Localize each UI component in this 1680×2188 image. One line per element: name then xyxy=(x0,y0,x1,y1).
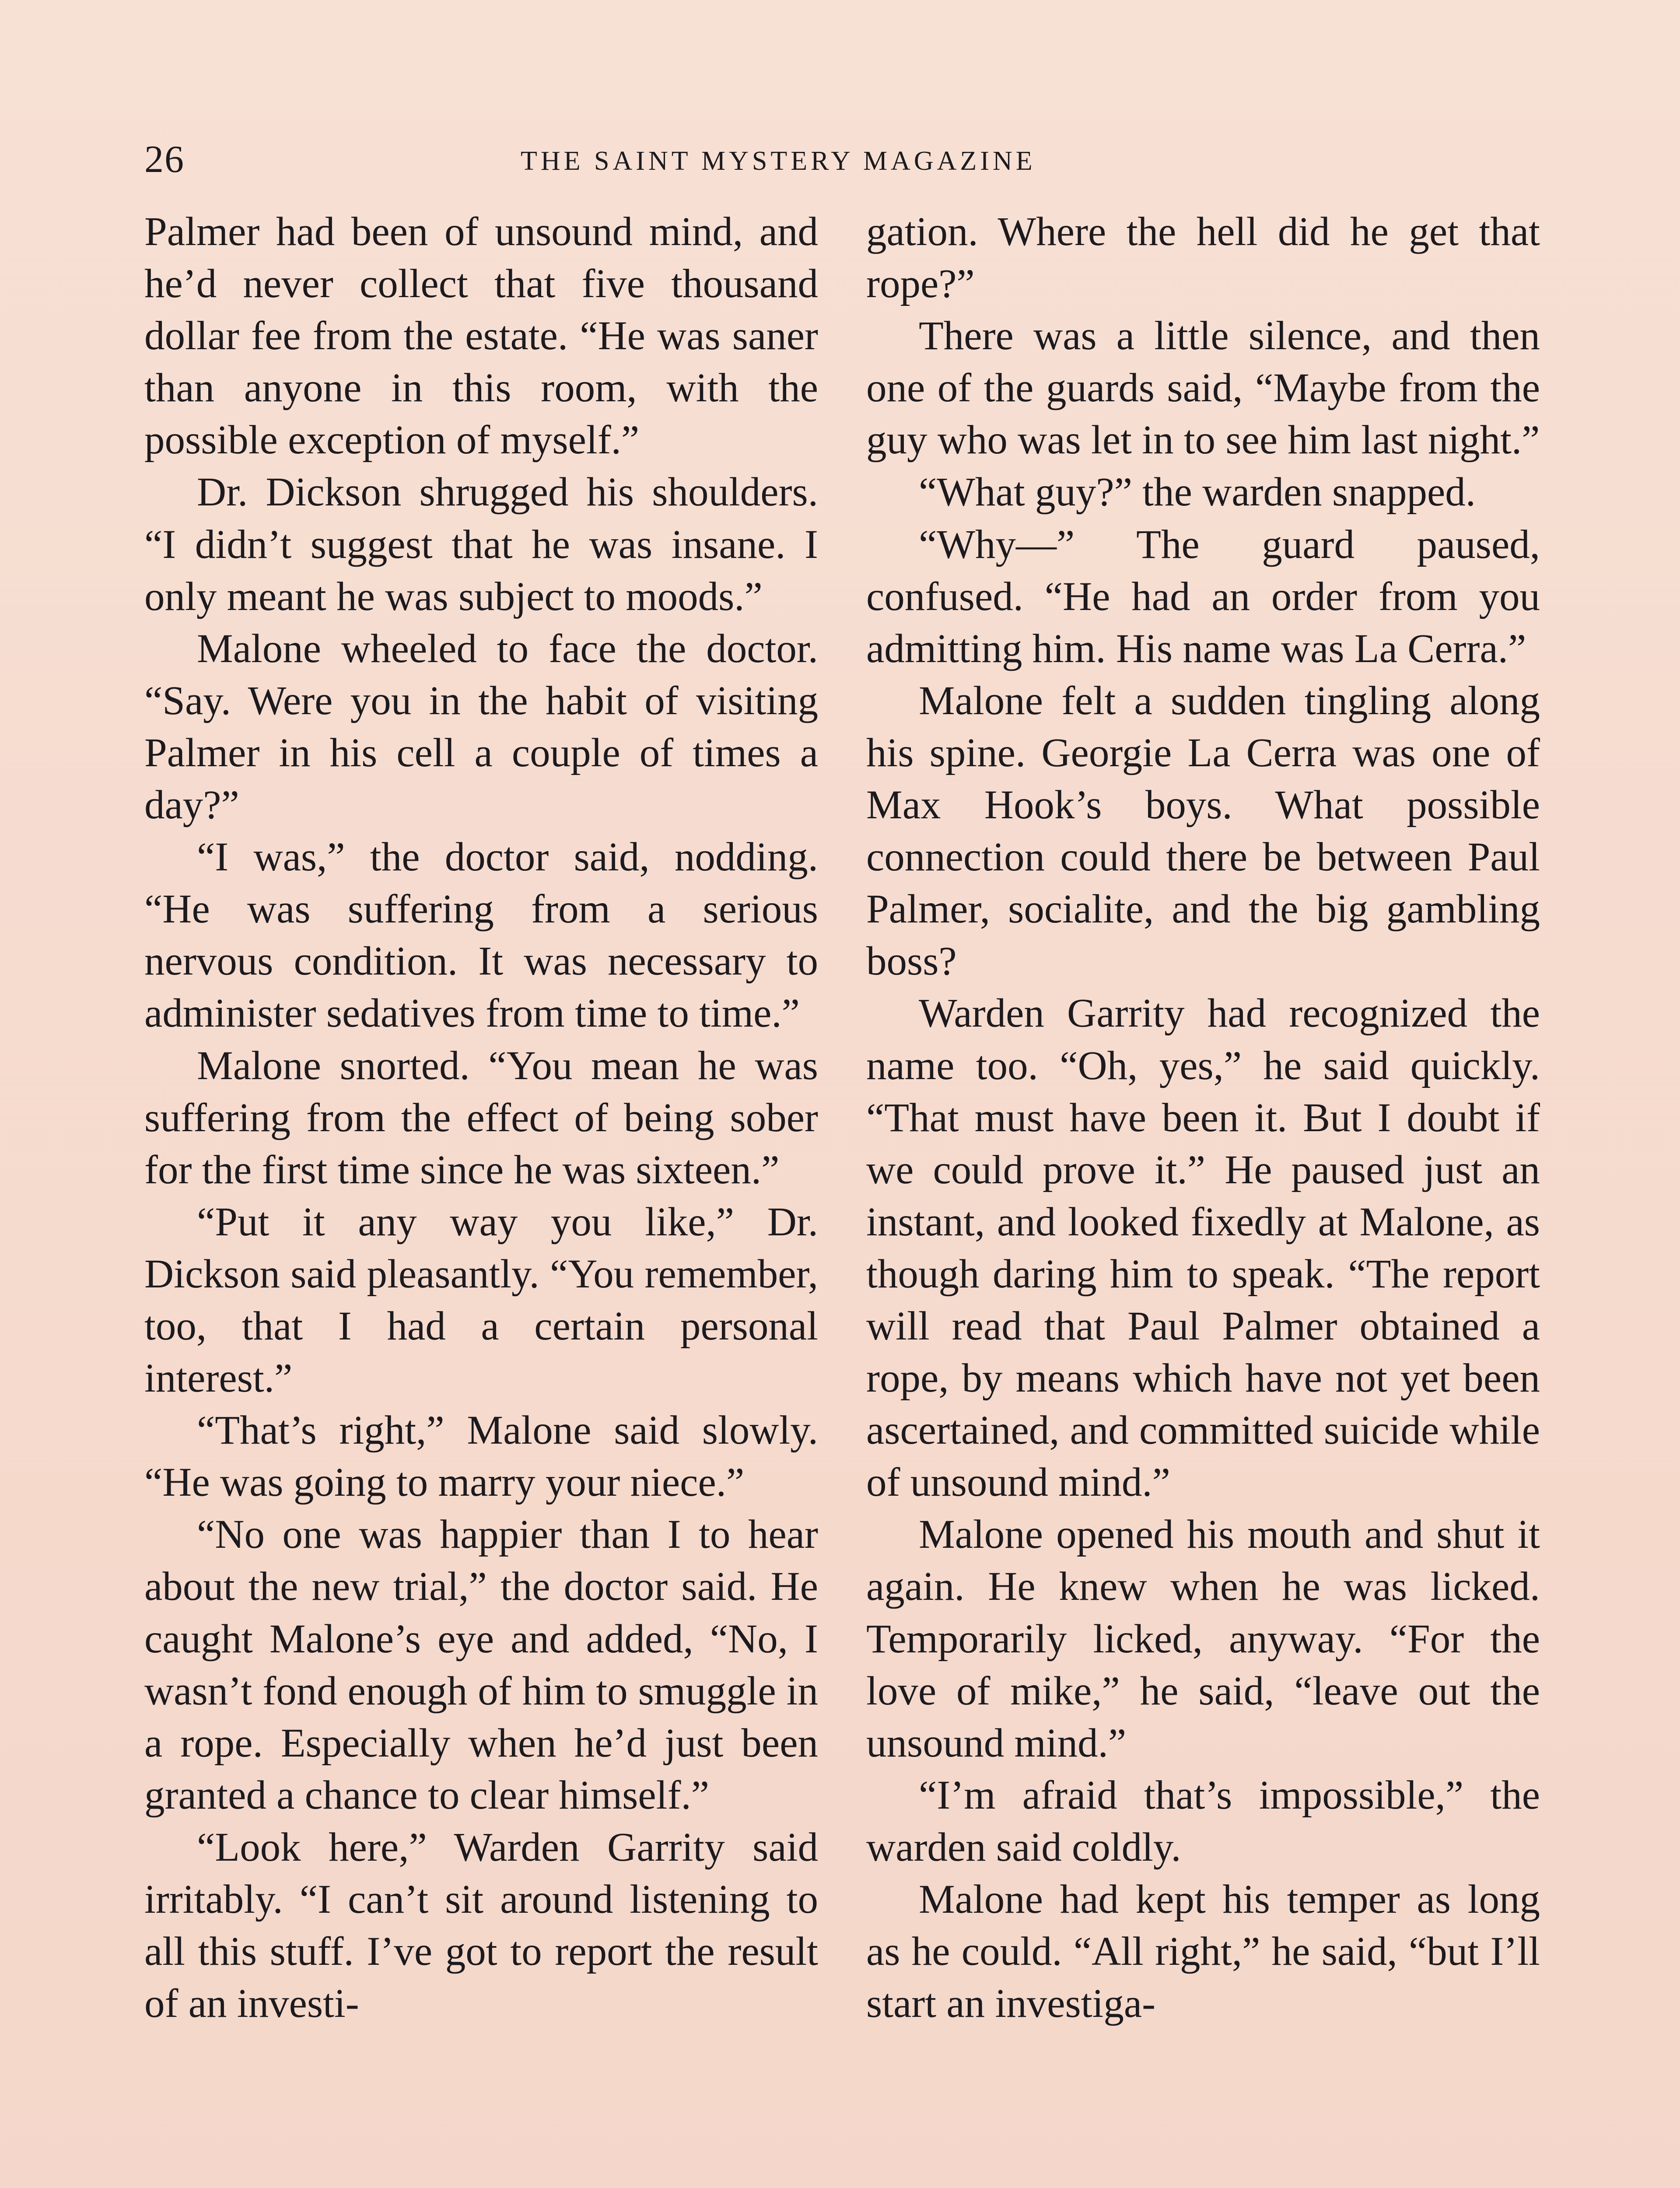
paragraph: “What guy?” the warden snapped. xyxy=(919,470,1476,515)
page-number: 26 xyxy=(144,138,185,181)
paragraph: Malone opened his mouth and shut it again. He knew when he was licked. Temporarily licked, anyway. “For the love of mike,” he said, “leave out the unsound mind.” xyxy=(866,1512,1540,1766)
paragraph: Malone snorted. “You mean he was suffering from the effect of being sober for the first time since he was sixteen.” xyxy=(144,1043,818,1192)
paragraph: “I was,” the doctor said, nodding. “He was suffering from a serious nervous condition. It was necessary to administer sedatives from time to time.” xyxy=(144,835,818,1036)
right-column xyxy=(866,206,1540,2030)
page-header xyxy=(140,136,1540,188)
paragraph: There was a little silence, and then one of the guards said, “Maybe from the guy who was let in to see him last night.” xyxy=(866,313,1540,463)
paragraph: Malone wheeled to face the doctor. “Say. Were you in the habit of visiting Palmer in his cell a couple of times a day?” xyxy=(144,626,818,828)
paragraph: “No one was happier than I to hear about the new trial,” the doctor said. He caught Malone’s eye and added, “No, I wasn’t fond enough of him to smuggle in a rope. Especially when he’d just been granted a chance to clear himself.” xyxy=(144,1512,818,1818)
paragraph: “I’m afraid that’s impossible,” the warden said coldly. xyxy=(866,1772,1540,1870)
left-column xyxy=(144,206,818,2030)
paragraph: “Why—” The guard paused, confused. “He had an order from you admitting him. His name was La Cerra.” xyxy=(866,522,1540,671)
paragraph: gation. Where the hell did he get that rope?” xyxy=(866,209,1540,307)
paragraph: Warden Garrity had recognized the name too. “Oh, yes,” he said quickly. “That must have been it. But I doubt if we could prove it.” He paused just an instant, and looked fixedly at Malone, as though daring him to speak. “The report will read that Paul Palmer obtained a rope, by means which have not yet been ascertained, and committed suicide while of unsound mind.” xyxy=(866,991,1540,1505)
paragraph: Malone had kept his temper as long as he could. “All right,” he said, “but I’ll start an investiga- xyxy=(866,1877,1540,2027)
paragraph: Malone felt a sudden tingling along his spine. Georgie La Cerra was one of Max Hook’s boys. What possible connection could there be between Paul Palmer, socialite, and the big gambling boss? xyxy=(866,678,1540,984)
paragraph: “Look here,” Warden Garrity said irritably. “I can’t sit around listening to all this stuff. I’ve got to report the result of an investi- xyxy=(144,1824,818,2027)
paragraph: “That’s right,” Malone said slowly. “He was going to marry your niece.” xyxy=(144,1408,818,1505)
paragraph: “Put it any way you like,” Dr. Dickson said pleasantly. “You remember, too, that I had a certain personal interest.” xyxy=(144,1199,818,1401)
running-head: THE SAINT MYSTERY MAGAZINE xyxy=(521,146,1036,176)
paragraph: Dr. Dickson shrugged his shoulders. “I didn’t suggest that he was insane. I only meant he was subject to moods.” xyxy=(144,470,818,619)
paragraph: Palmer had been of unsound mind, and he’d never collect that five thousand dollar fee from the estate. “He was saner than anyone in this room, with the possible exception of myself.” xyxy=(144,209,818,463)
